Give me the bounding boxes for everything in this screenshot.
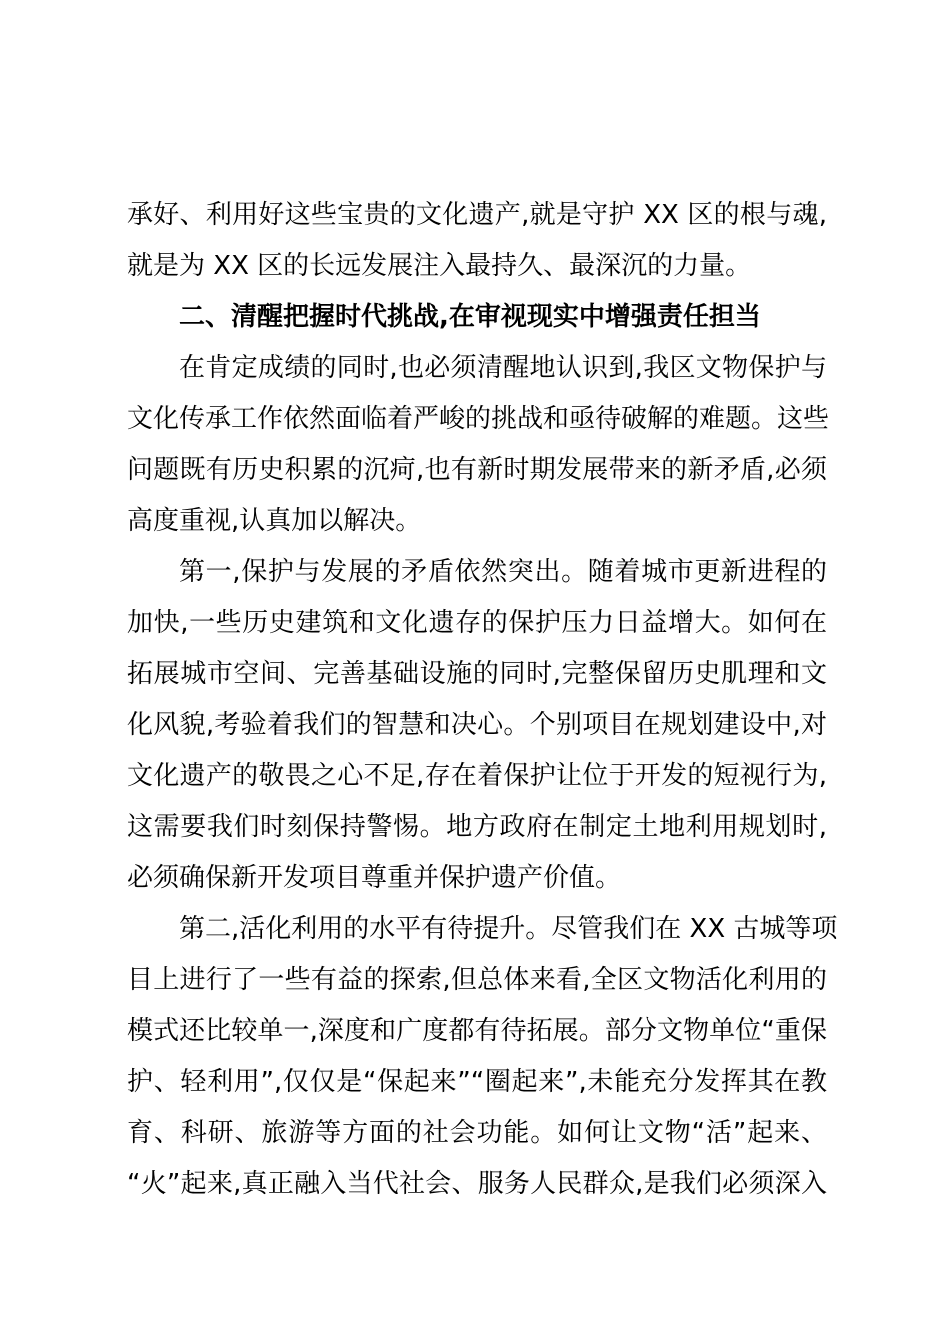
text-line: 就是为 XX 区的长远发展注入最持久、最深沉的力量。 — [127, 251, 752, 281]
section-heading: 二、清醒把握时代挑战,在审视现实中增强责任担当 — [179, 302, 761, 332]
text-line: “火”起来,真正融入当代社会、服务人民群众,是我们必须深入 — [127, 1169, 827, 1199]
text-line: 目上进行了一些有益的探索,但总体来看,全区文物活化利用的 — [127, 965, 827, 995]
text-line: 问题既有历史积累的沉疴,也有新时期发展带来的新矛盾,必须 — [127, 455, 827, 485]
text-line: 在肯定成绩的同时,也必须清醒地认识到,我区文物保护与 — [179, 353, 827, 383]
paragraph-continuation — [127, 190, 827, 292]
text-line: 拓展城市空间、完善基础设施的同时,完整保留历史肌理和文 — [127, 659, 827, 689]
text-line: 文化遗产的敬畏之心不足,存在着保护让位于开发的短视行为, — [127, 761, 827, 791]
text-line: 承好、利用好这些宝贵的文化遗产,就是守护 XX 区的根与魂, — [127, 200, 827, 230]
paragraph-first-challenge — [127, 547, 827, 904]
document-body — [127, 190, 838, 1210]
text-line: 护、轻利用”,仅仅是“保起来”“圈起来”,未能充分发挥其在教 — [127, 1067, 827, 1097]
text-line: 模式还比较单一,深度和广度都有待拓展。部分文物单位“重保 — [127, 1016, 827, 1046]
paragraph-second-challenge — [127, 904, 838, 1210]
text-line: 这需要我们时刻保持警惕。地方政府在制定土地利用规划时, — [127, 812, 827, 842]
text-line: 高度重视,认真加以解决。 — [127, 506, 422, 536]
text-line: 文化传承工作依然面临着严峻的挑战和亟待破解的难题。这些 — [127, 404, 830, 434]
text-line: 第一,保护与发展的矛盾依然突出。随着城市更新进程的 — [179, 557, 827, 587]
text-line: 第二,活化利用的水平有待提升。尽管我们在 XX 古城等项 — [179, 914, 838, 944]
text-line: 化风貌,考验着我们的智慧和决心。个别项目在规划建设中,对 — [127, 710, 827, 740]
paragraph-intro — [127, 343, 830, 547]
text-line: 育、科研、旅游等方面的社会功能。如何让文物“活”起来、 — [127, 1118, 827, 1148]
text-line: 加快,一些历史建筑和文化遗存的保护压力日益增大。如何在 — [127, 608, 827, 638]
text-line: 必须确保新开发项目尊重并保护遗产价值。 — [127, 863, 622, 893]
